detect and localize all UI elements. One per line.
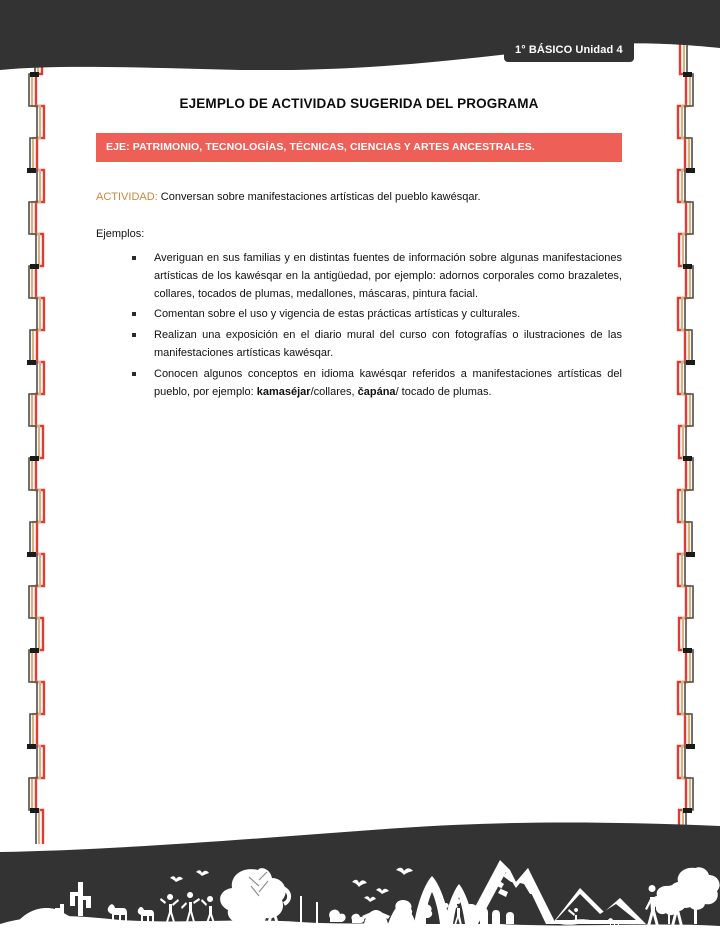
bullet-term: kamaséjar [256, 385, 311, 398]
activity-label: ACTIVIDAD: [96, 191, 158, 203]
example-bullet [130, 366, 622, 402]
bullet-text: Conocen algunos conceptos en idioma kawésqar referidos a manifestaciones artísticas del pueblo, por ejemplo: [154, 367, 622, 398]
zigzag-stripe-border-left [16, 44, 62, 844]
zigzag-stripe-border-right [660, 44, 706, 844]
bullet-text: / tocado de plumas. [395, 385, 492, 398]
landscape-silhouette-band [0, 820, 720, 932]
example-bullet [130, 327, 622, 363]
bullet-text: Averiguan en sus familias y en distintas fuentes de información sobre algunas manifestaciones artísticas de los kawésqar en la antigüedad, por ejemplo: adornos corporales como brazaletes, collares, tocados de plumas, medallones, máscaras, pintura facial. [154, 251, 622, 300]
examples-label: Ejemplos: [96, 227, 145, 240]
unit-badge: 1° BÁSICO Unidad 4 [504, 39, 634, 62]
eje-banner: EJE: PATRIMONIO, TECNOLOGÍAS, TÉCNICAS, CIENCIAS Y ARTES ANCESTRALES. [96, 133, 622, 162]
example-bullet [130, 306, 622, 324]
examples-list [130, 250, 622, 402]
bullet-text: Realizan una exposición en el diario mural del curso con fotografías o ilustraciones de las manifestaciones artísticas kawésqar. [154, 329, 622, 359]
activity-line [96, 190, 622, 206]
bullet-text: /collares, [310, 385, 358, 398]
bullet-term: čapána [357, 385, 396, 398]
activity-text: Conversan sobre manifestaciones artísticas del pueblo kawésqar. [160, 191, 481, 203]
document-body [96, 96, 622, 404]
example-bullet [130, 250, 622, 303]
page-title: EJEMPLO DE ACTIVIDAD SUGERIDA DEL PROGRAMA [179, 96, 539, 111]
bullet-text: Comentan sobre el uso y vigencia de estas prácticas artísticas y culturales. [154, 308, 521, 321]
